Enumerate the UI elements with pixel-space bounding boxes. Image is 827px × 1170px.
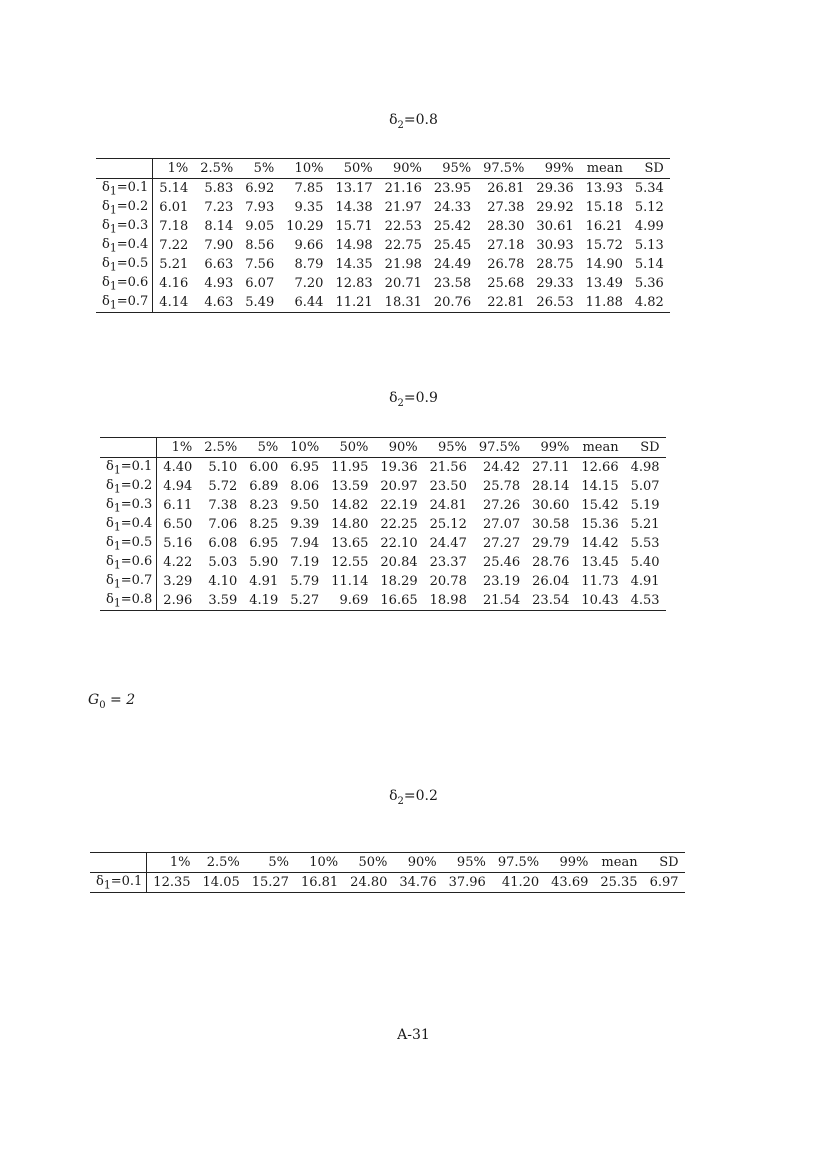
- table-cell: 3.29: [163, 574, 193, 589]
- table-cell: 7.19: [290, 555, 320, 570]
- table-cell: 41.20: [501, 875, 540, 890]
- table-cell: 8.79: [294, 257, 324, 272]
- table-cell: 9.50: [290, 498, 320, 513]
- table-cell: 9.05: [245, 219, 275, 234]
- table-cell: 4.19: [249, 593, 279, 608]
- column-header: SD: [659, 855, 679, 870]
- table-row: [96, 293, 670, 313]
- table-cell: 24.80: [350, 875, 388, 890]
- table-cell: 9.39: [290, 517, 320, 532]
- table-cell: 7.94: [290, 536, 320, 551]
- table-cell: 14.80: [331, 517, 369, 532]
- row-label: $\delta_1=0.6$: [100, 553, 157, 572]
- table-cell: 29.79: [532, 536, 570, 551]
- table-row: [96, 236, 670, 255]
- table-cell: 23.37: [429, 555, 467, 570]
- table-cell: 27.26: [482, 498, 521, 513]
- table-cell: 27.18: [487, 238, 525, 253]
- row-label: $\delta_1=0.1$: [90, 873, 147, 893]
- table-cell: 19.36: [380, 460, 418, 475]
- table-cell: 12.35: [153, 875, 191, 890]
- table-cell: 23.54: [532, 593, 570, 608]
- table-cell: 4.10: [208, 574, 238, 589]
- table-cell: 6.01: [159, 200, 189, 215]
- table-cell: 21.54: [482, 593, 521, 608]
- table-cell: 30.60: [532, 498, 570, 513]
- column-header: 10%: [309, 855, 339, 870]
- row-label: $\delta_1=0.7$: [100, 572, 157, 591]
- table-cell: 29.33: [536, 276, 574, 291]
- table-cell: 12.66: [581, 460, 619, 475]
- table-cell: 9.35: [294, 200, 324, 215]
- table-row: [96, 198, 670, 217]
- table-cell: 3.59: [208, 593, 238, 608]
- table-cell: 6.44: [294, 295, 324, 310]
- table-cell: 24.42: [482, 460, 521, 475]
- table-cell: 14.05: [202, 875, 240, 890]
- column-header: mean: [582, 440, 619, 455]
- table-row: [90, 873, 685, 893]
- table-cell: 26.78: [487, 257, 525, 272]
- table-cell: 14.35: [335, 257, 373, 272]
- table-cell: 22.19: [380, 498, 418, 513]
- table-cell: 4.91: [249, 574, 279, 589]
- table-cell: 7.18: [159, 219, 189, 234]
- column-header: mean: [586, 161, 623, 176]
- column-header: 50%: [339, 440, 369, 455]
- row-label: $\delta_1=0.5$: [100, 534, 157, 553]
- table-cell: 24.33: [433, 200, 472, 215]
- table-cell: 24.47: [429, 536, 467, 551]
- table-cell: 5.19: [630, 498, 660, 513]
- table-cell: 13.65: [331, 536, 369, 551]
- column-header: 1%: [167, 161, 189, 176]
- table-cell: 27.38: [487, 200, 525, 215]
- row-label: $\delta_1=0.4$: [100, 515, 157, 534]
- column-header: 97.5%: [478, 440, 521, 455]
- table-cell: 16.81: [300, 875, 339, 890]
- table-1-caption: $\delta_2=0.8$: [389, 112, 438, 131]
- table-cell: 26.53: [536, 295, 574, 310]
- table-cell: 5.72: [208, 479, 238, 494]
- table-cell: 25.78: [482, 479, 521, 494]
- column-header: 99%: [559, 855, 589, 870]
- table-row: [100, 591, 666, 611]
- table-cell: 4.53: [630, 593, 660, 608]
- table-cell: 5.21: [159, 257, 189, 272]
- column-header: 90%: [388, 440, 418, 455]
- column-header: 99%: [540, 440, 570, 455]
- table-cell: 7.20: [294, 276, 324, 291]
- table-cell: 18.29: [380, 574, 418, 589]
- column-header: 97.5%: [497, 855, 540, 870]
- table-cell: 7.85: [294, 181, 324, 196]
- table-cell: 4.99: [634, 219, 664, 234]
- table-2: [100, 437, 666, 611]
- table-cell: 20.71: [384, 276, 422, 291]
- table-cell: 5.14: [634, 257, 664, 272]
- table-cell: 26.81: [487, 181, 525, 196]
- table-cell: 7.23: [204, 200, 234, 215]
- table-cell: 8.56: [245, 238, 275, 253]
- table-cell: 28.14: [532, 479, 570, 494]
- column-header: 5%: [253, 161, 275, 176]
- row-label: $\delta_1=0.1$: [96, 179, 153, 199]
- column-header: 1%: [169, 855, 191, 870]
- table-cell: 21.56: [429, 460, 467, 475]
- table-cell: 28.30: [487, 219, 525, 234]
- table-cell: 11.14: [331, 574, 369, 589]
- table-header-row: [96, 159, 670, 179]
- table-cell: 14.38: [335, 200, 373, 215]
- table-cell: 15.27: [251, 875, 289, 890]
- table-cell: 15.71: [335, 219, 373, 234]
- table-cell: 43.69: [551, 875, 589, 890]
- row-label: $\delta_1=0.2$: [100, 477, 157, 496]
- table-cell: 5.10: [208, 460, 238, 475]
- row-label: $\delta_1=0.4$: [96, 236, 153, 255]
- table-row: [96, 274, 670, 293]
- column-header: 90%: [392, 161, 422, 176]
- table-cell: 6.11: [163, 498, 193, 513]
- table-cell: 8.25: [249, 517, 279, 532]
- table-cell: 22.25: [380, 517, 418, 532]
- table-cell: 4.16: [159, 276, 189, 291]
- column-header: 2.5%: [206, 855, 240, 870]
- row-label: $\delta_1=0.3$: [96, 217, 153, 236]
- table-cell: 15.72: [585, 238, 623, 253]
- table-cell: 5.27: [290, 593, 320, 608]
- column-header: 50%: [358, 855, 388, 870]
- table-1: [96, 158, 670, 313]
- table-row: [100, 496, 666, 515]
- table-cell: 14.82: [331, 498, 369, 513]
- table-cell: 4.93: [204, 276, 234, 291]
- table-cell: 25.46: [482, 555, 521, 570]
- column-header: 95%: [456, 855, 486, 870]
- table-cell: 7.22: [159, 238, 189, 253]
- table-cell: 6.92: [245, 181, 275, 196]
- table-cell: 22.75: [384, 238, 422, 253]
- table-row: [96, 217, 670, 236]
- table-cell: 14.90: [585, 257, 623, 272]
- table-cell: 20.97: [380, 479, 418, 494]
- table-cell: 5.07: [630, 479, 660, 494]
- table-cell: 13.17: [335, 181, 373, 196]
- table-cell: 5.14: [159, 181, 189, 196]
- table-cell: 27.07: [482, 517, 521, 532]
- table-cell: 23.58: [433, 276, 472, 291]
- table-row: [100, 515, 666, 534]
- table-cell: 15.36: [581, 517, 619, 532]
- table-cell: 10.43: [581, 593, 619, 608]
- table-cell: 5.13: [634, 238, 664, 253]
- table-cell: 4.94: [163, 479, 193, 494]
- table-cell: 12.83: [335, 276, 373, 291]
- table-cell: 11.88: [585, 295, 623, 310]
- table-cell: 4.82: [634, 295, 664, 310]
- column-header: 5%: [257, 440, 279, 455]
- column-header: 95%: [437, 440, 467, 455]
- column-header: 99%: [544, 161, 574, 176]
- row-label: $\delta_1=0.3$: [100, 496, 157, 515]
- column-header: SD: [644, 161, 664, 176]
- column-header: 1%: [171, 440, 193, 455]
- table-cell: 23.95: [433, 181, 472, 196]
- table-cell: 29.36: [536, 181, 574, 196]
- table-cell: 4.40: [163, 460, 193, 475]
- table-cell: 5.83: [204, 181, 234, 196]
- table-cell: 27.11: [532, 460, 570, 475]
- table-cell: 5.53: [630, 536, 660, 551]
- table-cell: 6.95: [249, 536, 279, 551]
- table-cell: 15.18: [585, 200, 623, 215]
- table-cell: 18.31: [384, 295, 422, 310]
- row-label: $\delta_1=0.8$: [100, 591, 157, 611]
- table-3-caption: $\delta_2=0.2$: [389, 788, 438, 807]
- table-cell: 23.19: [482, 574, 521, 589]
- table-corner-cell: [90, 853, 147, 873]
- column-header: 90%: [407, 855, 437, 870]
- section-label-g0: $G_0 = 2$: [88, 692, 136, 711]
- table-cell: 14.98: [335, 238, 373, 253]
- table-row: [96, 179, 670, 199]
- column-header: 10%: [294, 161, 324, 176]
- table-cell: 13.93: [585, 181, 623, 196]
- table-cell: 5.49: [245, 295, 275, 310]
- table-cell: 20.76: [433, 295, 472, 310]
- table-cell: 5.16: [163, 536, 193, 551]
- table-cell: 7.38: [208, 498, 238, 513]
- page-number: A-31: [397, 1027, 430, 1043]
- table-corner-cell: [100, 438, 157, 458]
- table-cell: 25.35: [600, 875, 638, 890]
- table-row: [100, 572, 666, 591]
- table-cell: 5.03: [208, 555, 238, 570]
- column-header: 50%: [343, 161, 373, 176]
- table-cell: 28.75: [536, 257, 574, 272]
- table-cell: 6.07: [245, 276, 275, 291]
- table-cell: 24.81: [429, 498, 467, 513]
- table-cell: 6.89: [249, 479, 279, 494]
- table-cell: 5.79: [290, 574, 320, 589]
- table-cell: 22.10: [380, 536, 418, 551]
- table-cell: 25.45: [433, 238, 472, 253]
- table-cell: 27.27: [482, 536, 521, 551]
- table-cell: 8.14: [204, 219, 234, 234]
- table-cell: 14.15: [581, 479, 619, 494]
- table-cell: 21.97: [384, 200, 422, 215]
- table-cell: 12.55: [331, 555, 369, 570]
- table-cell: 20.84: [380, 555, 418, 570]
- row-label: $\delta_1=0.7$: [96, 293, 153, 313]
- column-header: mean: [601, 855, 638, 870]
- table-cell: 6.50: [163, 517, 193, 532]
- table-cell: 8.06: [290, 479, 320, 494]
- column-header: 97.5%: [483, 161, 525, 176]
- table-cell: 16.65: [380, 593, 418, 608]
- column-header: 95%: [442, 161, 472, 176]
- table-2-caption: $\delta_2=0.9$: [389, 390, 438, 409]
- table-cell: 13.49: [585, 276, 623, 291]
- table-cell: 5.34: [634, 181, 664, 196]
- table-cell: 29.92: [536, 200, 574, 215]
- table-cell: 30.93: [536, 238, 574, 253]
- table-cell: 5.90: [249, 555, 279, 570]
- table-cell: 23.50: [429, 479, 467, 494]
- table-cell: 6.97: [649, 875, 679, 890]
- table-row: [100, 477, 666, 496]
- table-cell: 22.81: [487, 295, 525, 310]
- row-label: $\delta_1=0.6$: [96, 274, 153, 293]
- table-cell: 4.63: [204, 295, 234, 310]
- table-cell: 7.93: [245, 200, 275, 215]
- column-header: 10%: [290, 440, 320, 455]
- table-cell: 13.59: [331, 479, 369, 494]
- table-row: [100, 458, 666, 478]
- row-label: $\delta_1=0.1$: [100, 458, 157, 478]
- table-cell: 18.98: [429, 593, 467, 608]
- table-cell: 6.00: [249, 460, 279, 475]
- table-cell: 4.98: [630, 460, 660, 475]
- table-cell: 30.58: [532, 517, 570, 532]
- table-cell: 8.23: [249, 498, 279, 513]
- table-cell: 7.06: [208, 517, 238, 532]
- table-cell: 5.21: [630, 517, 660, 532]
- table-cell: 11.21: [335, 295, 373, 310]
- table-cell: 20.78: [429, 574, 467, 589]
- column-header: 2.5%: [204, 440, 238, 455]
- table-header-row: [100, 438, 666, 458]
- table-header-row: [90, 853, 685, 873]
- column-header: 5%: [268, 855, 289, 870]
- table-cell: 7.90: [204, 238, 234, 253]
- table-cell: 13.45: [581, 555, 619, 570]
- column-header: 2.5%: [200, 161, 234, 176]
- table-cell: 22.53: [384, 219, 422, 234]
- table-cell: 5.12: [634, 200, 664, 215]
- table-cell: 25.68: [487, 276, 525, 291]
- table-cell: 4.91: [630, 574, 660, 589]
- table-cell: 25.12: [429, 517, 467, 532]
- table-cell: 9.69: [339, 593, 369, 608]
- table-cell: 21.98: [384, 257, 422, 272]
- table-cell: 16.21: [585, 219, 623, 234]
- table-3: [90, 852, 685, 893]
- table-cell: 11.73: [581, 574, 619, 589]
- table-cell: 7.56: [245, 257, 275, 272]
- table-cell: 6.63: [204, 257, 234, 272]
- table-corner-cell: [96, 159, 153, 179]
- table-cell: 2.96: [163, 593, 193, 608]
- table-cell: 24.49: [433, 257, 472, 272]
- table-cell: 15.42: [581, 498, 619, 513]
- table-cell: 25.42: [433, 219, 472, 234]
- table-row: [96, 255, 670, 274]
- table-cell: 4.14: [159, 295, 189, 310]
- table-cell: 6.95: [290, 460, 320, 475]
- table-cell: 4.22: [163, 555, 193, 570]
- table-cell: 5.36: [634, 276, 664, 291]
- table-cell: 5.40: [630, 555, 660, 570]
- table-cell: 9.66: [294, 238, 324, 253]
- table-cell: 14.42: [581, 536, 619, 551]
- table-cell: 37.96: [448, 875, 486, 890]
- table-cell: 10.29: [286, 219, 324, 234]
- column-header: SD: [640, 440, 660, 455]
- table-cell: 34.76: [399, 875, 437, 890]
- row-label: $\delta_1=0.2$: [96, 198, 153, 217]
- table-row: [100, 553, 666, 572]
- table-cell: 21.16: [384, 181, 422, 196]
- table-cell: 11.95: [331, 460, 369, 475]
- table-cell: 28.76: [532, 555, 570, 570]
- row-label: $\delta_1=0.5$: [96, 255, 153, 274]
- table-row: [100, 534, 666, 553]
- table-cell: 26.04: [532, 574, 570, 589]
- table-cell: 6.08: [208, 536, 238, 551]
- table-cell: 30.61: [536, 219, 574, 234]
